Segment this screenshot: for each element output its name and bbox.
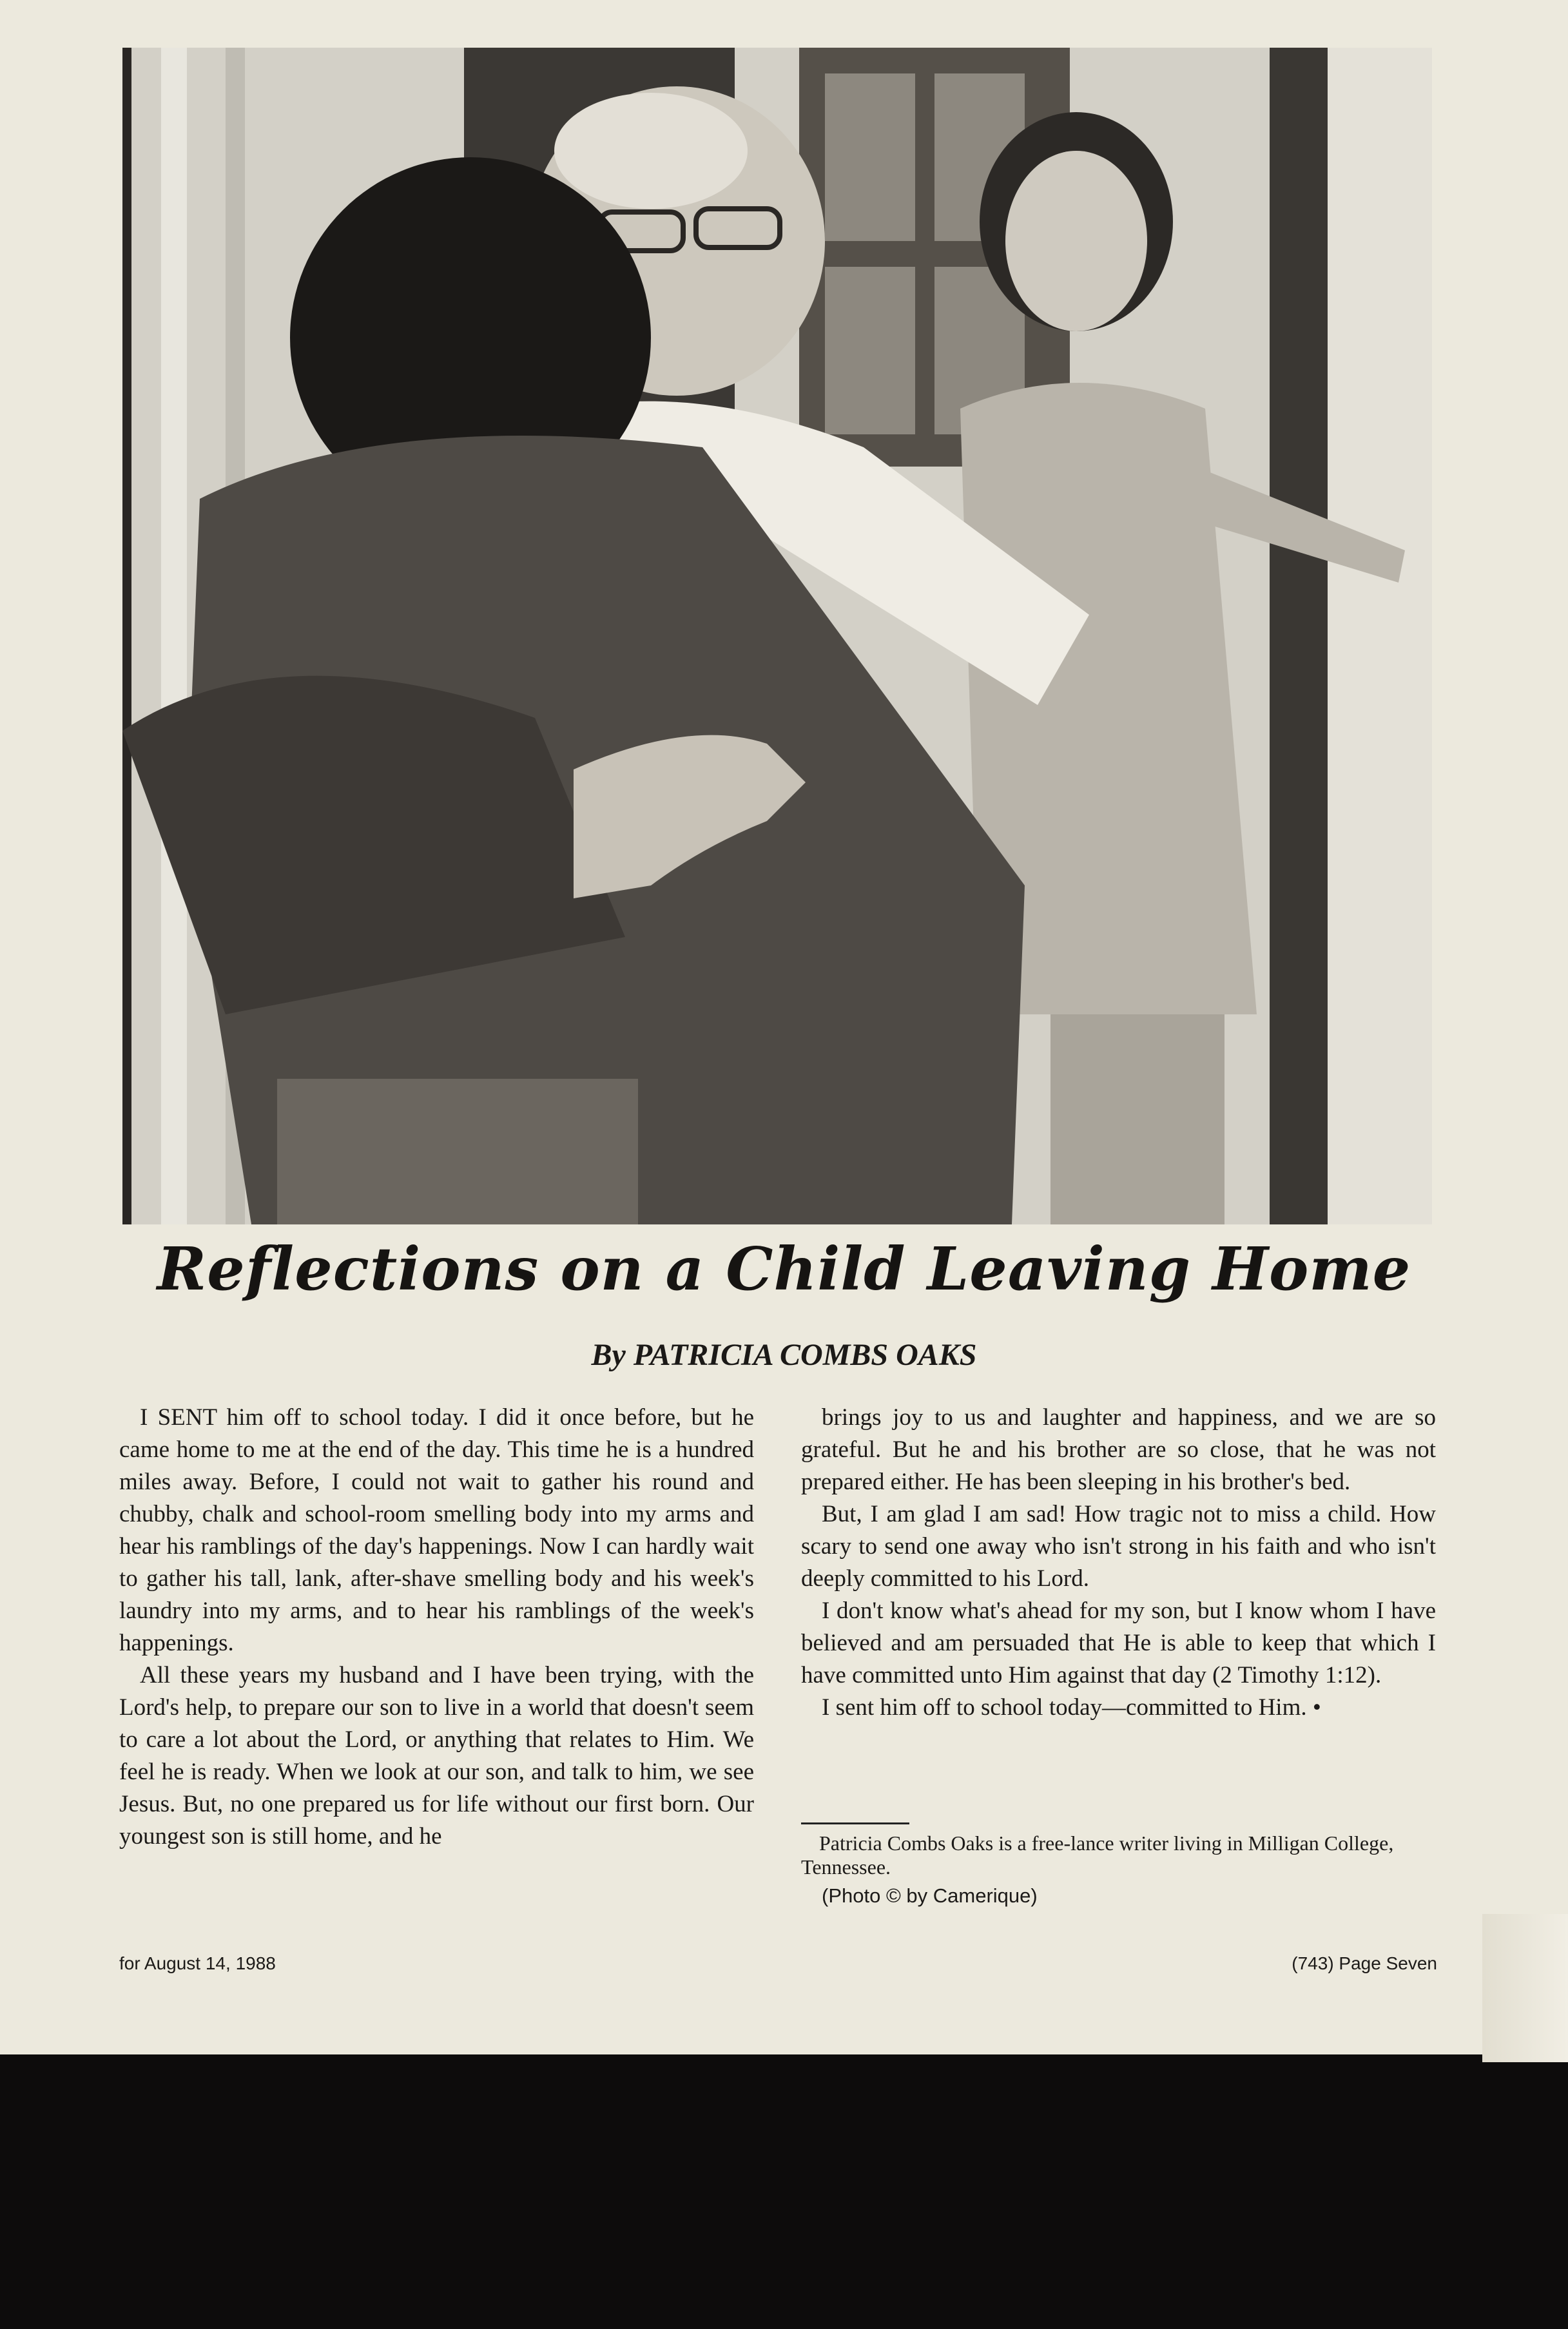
paragraph: But, I am glad I am sad! How tragic not to miss a child. How scary to send one away who isn't strong in his faith and who isn't deeply committed to his Lord. <box>801 1501 1436 1592</box>
article-byline: By PATRICIA COMBS OAKS <box>591 1338 977 1372</box>
article-column-left <box>119 1402 754 1853</box>
paragraph: I sent him off to school today—committed to Him. • <box>822 1694 1321 1721</box>
paragraph: brings joy to us and laughter and happiness, and we are so grateful. But he and his brother are so close, that he was not prepared either. He has been sleeping in his brother's bed. <box>801 1404 1436 1495</box>
family-hug-photo-icon <box>122 48 1432 1224</box>
footer-date: for August 14, 1988 <box>119 1953 276 1973</box>
footnote-divider <box>801 1822 909 1824</box>
paragraph: All these years my husband and I have been trying, with the Lord's help, to prepare our son to live in a world that doesn't seem to care a lot about the Lord, or anything that relates to Him. We feel he is ready. When we look at our son, and talk to him, we see Jesus. But, no one prepared us for life without our first born. Our youngest son is still home, and he <box>119 1662 754 1850</box>
paragraph: I SENT him off to school today. I did it once before, but he came home to me at the end of the day. This time he is a hundred miles away. Before, I could not wait to gather his round and chubby, chalk and school-room smelling body into my arms and hear his ramblings of the day's happenings. Now I can hardly wait to gather his tall, lank, after-shave smelling body and his week's laundry into my arms, and to hear his ramblings of the week's happenings. <box>119 1404 754 1656</box>
article-column-right <box>801 1402 1436 1724</box>
photo-credit: (Photo © by Camerique) <box>822 1884 1038 1907</box>
author-bio: Patricia Combs Oaks is a free-lance writer living in Milligan College, Tennessee. <box>801 1831 1394 1879</box>
article-title: Reflections on a Child Leaving Home <box>157 1234 1411 1304</box>
paragraph: I don't know what's ahead for my son, but I know whom I have believed and am persuaded that He is able to keep that which I have committed unto Him against that day (2 Timothy 1:12). <box>801 1598 1436 1688</box>
footer-page-number: (743) Page Seven <box>1292 1953 1437 1973</box>
article-photo <box>122 48 1432 1224</box>
page-edge <box>1482 1914 1568 2062</box>
